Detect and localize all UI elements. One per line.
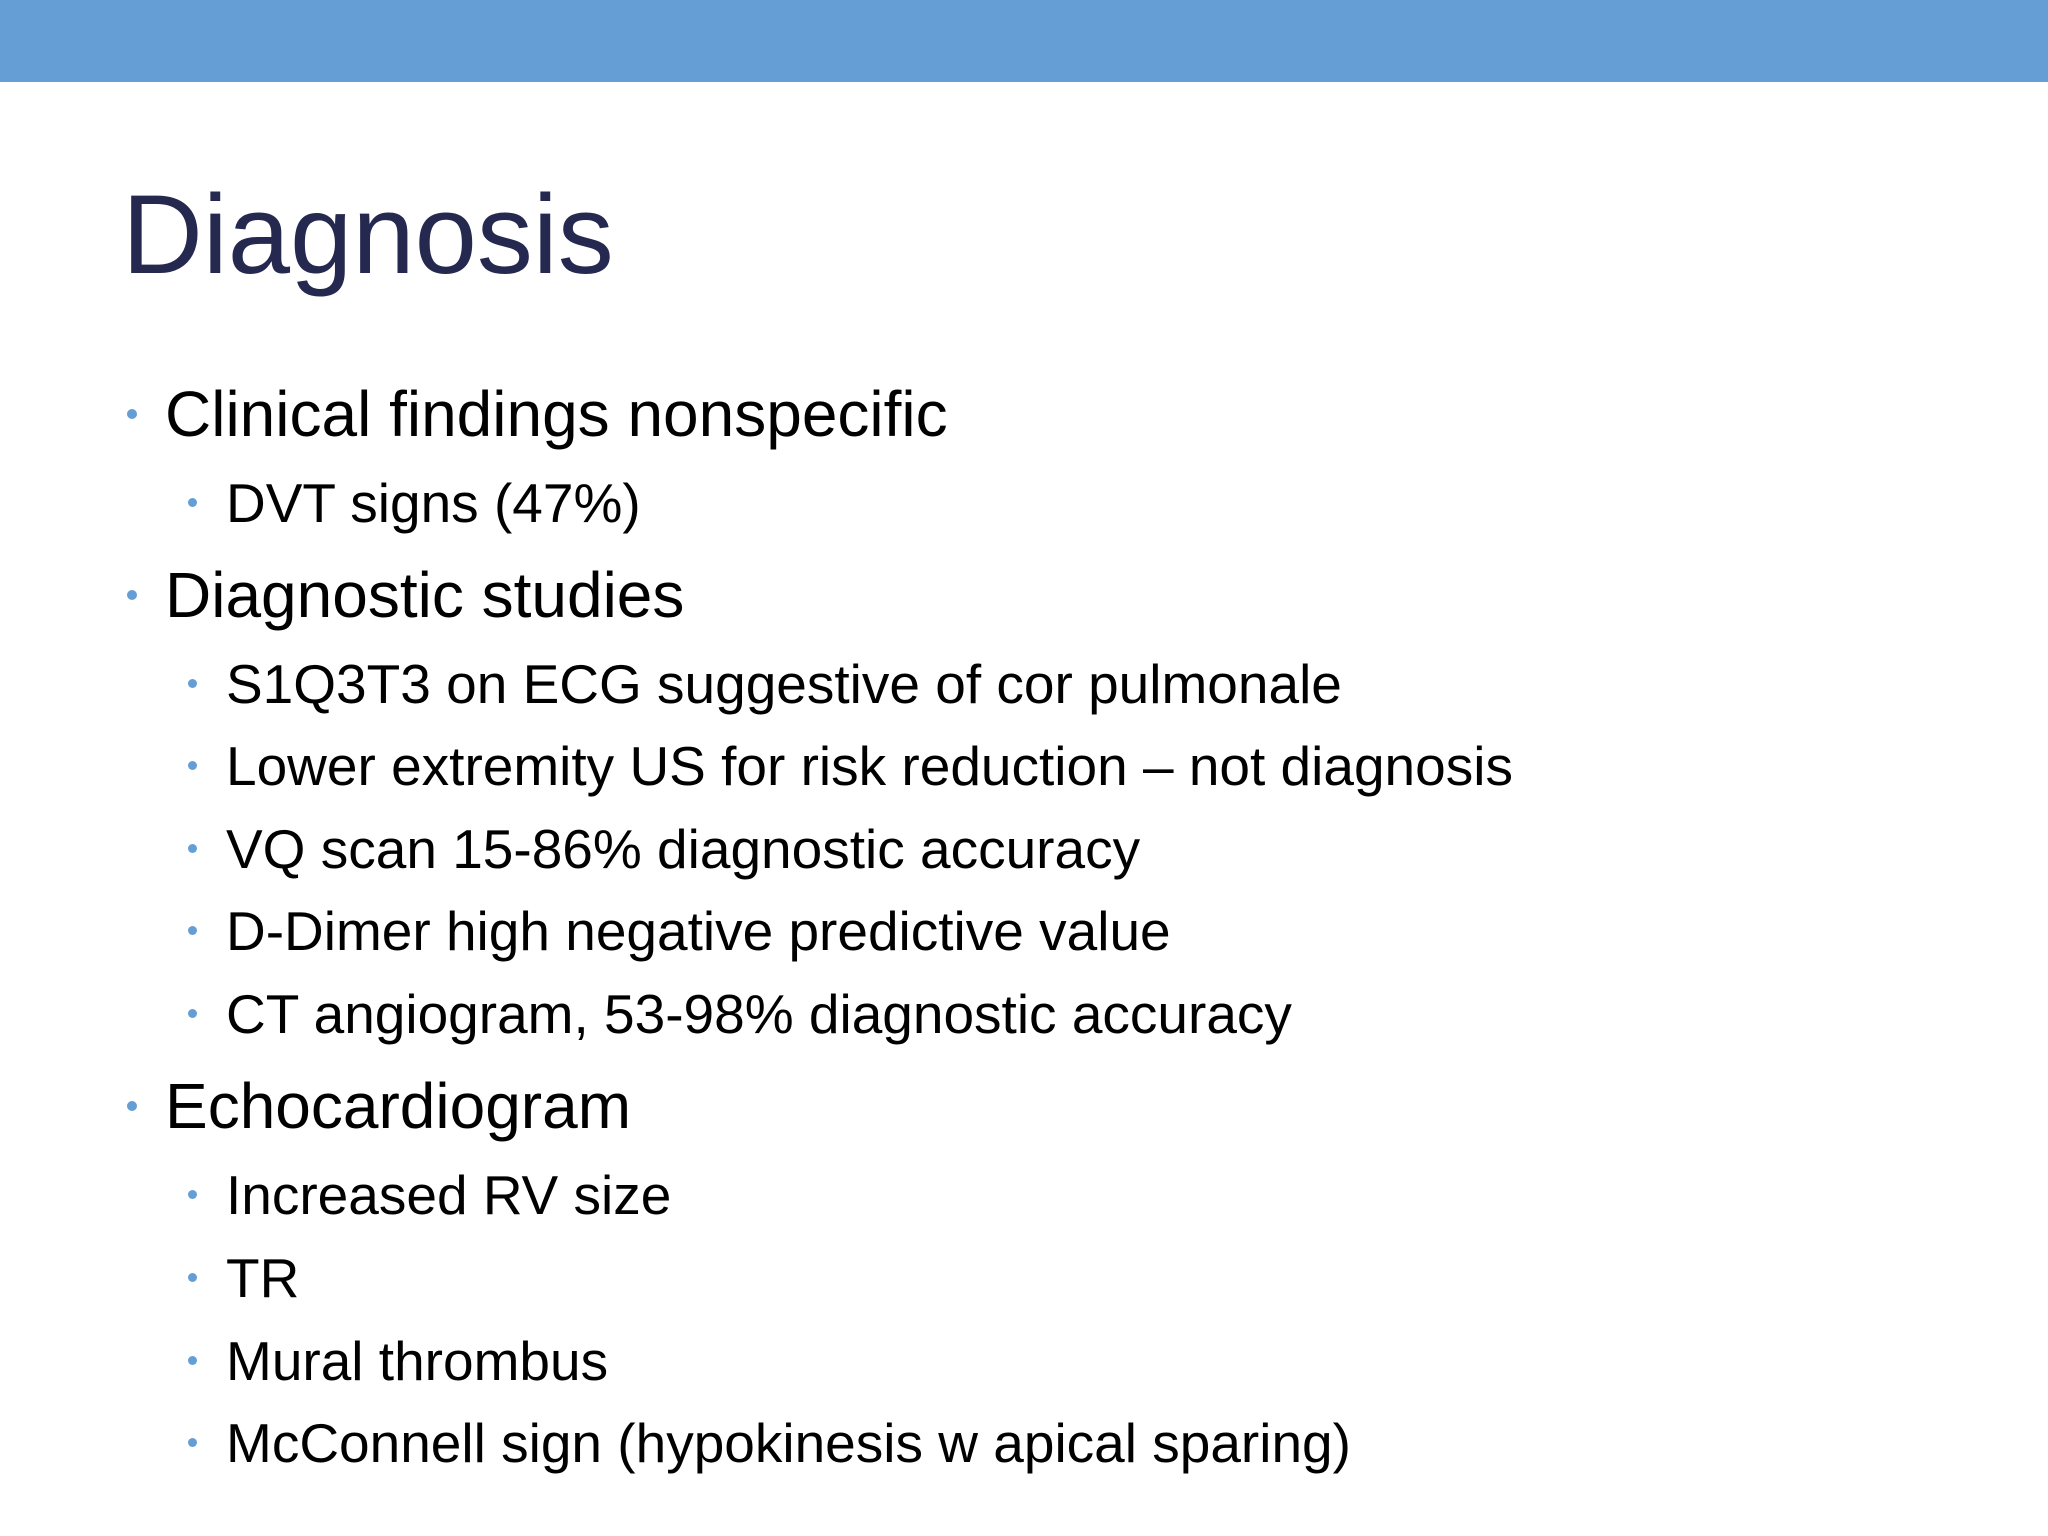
- sub-bullet-item: [226, 470, 641, 536]
- sub-bullet-item: [226, 1328, 608, 1394]
- bullet-text: McConnell sign (hypokinesis w apical sparing): [226, 1412, 1351, 1474]
- slide-title: Diagnosis: [122, 172, 614, 297]
- bullet-text: Clinical findings nonspecific: [165, 378, 948, 450]
- bullet-text: Mural thrombus: [226, 1330, 609, 1392]
- bullet-item: [165, 557, 684, 633]
- bullet-dot-icon: [188, 1438, 197, 1447]
- bullet-dot-icon: [188, 1009, 197, 1018]
- bullet-dot-icon: [188, 1273, 197, 1282]
- bullet-dot-icon: [188, 761, 197, 770]
- bullet-text: Lower extremity US for risk reduction – not diagnosis: [226, 735, 1513, 797]
- bullet-text: CT angiogram, 53-98% diagnostic accuracy: [226, 983, 1292, 1045]
- sub-bullet-item: [226, 733, 1513, 799]
- bullet-text: Diagnostic studies: [165, 559, 685, 631]
- sub-bullet-item: [226, 651, 1342, 717]
- sub-bullet-item: [226, 898, 1171, 964]
- sub-bullet-item: [226, 816, 1140, 882]
- sub-bullet-item: [226, 1162, 671, 1228]
- bullet-dot-icon: [188, 926, 197, 935]
- bullet-text: D-Dimer high negative predictive value: [226, 900, 1171, 962]
- bullet-dot-icon: [127, 1101, 137, 1111]
- bullet-text: Increased RV size: [226, 1164, 672, 1226]
- bullet-text: Echocardiogram: [165, 1070, 631, 1142]
- bullet-dot-icon: [188, 498, 197, 507]
- bullet-text: VQ scan 15-86% diagnostic accuracy: [226, 818, 1141, 880]
- bullet-dot-icon: [188, 1356, 197, 1365]
- bullet-dot-icon: [188, 679, 197, 688]
- bullet-dot-icon: [127, 590, 137, 600]
- bullet-item: [165, 376, 948, 452]
- bullet-dot-icon: [188, 844, 197, 853]
- sub-bullet-item: [226, 1410, 1351, 1476]
- bullet-dot-icon: [127, 409, 137, 419]
- bullet-item: [165, 1068, 631, 1144]
- sub-bullet-item: [226, 981, 1292, 1047]
- bullet-text: S1Q3T3 on ECG suggestive of cor pulmonale: [226, 653, 1342, 715]
- bullet-text: TR: [226, 1247, 300, 1309]
- sub-bullet-item: [226, 1245, 299, 1311]
- bullet-text: DVT signs (47%): [226, 472, 641, 534]
- bullet-dot-icon: [188, 1190, 197, 1199]
